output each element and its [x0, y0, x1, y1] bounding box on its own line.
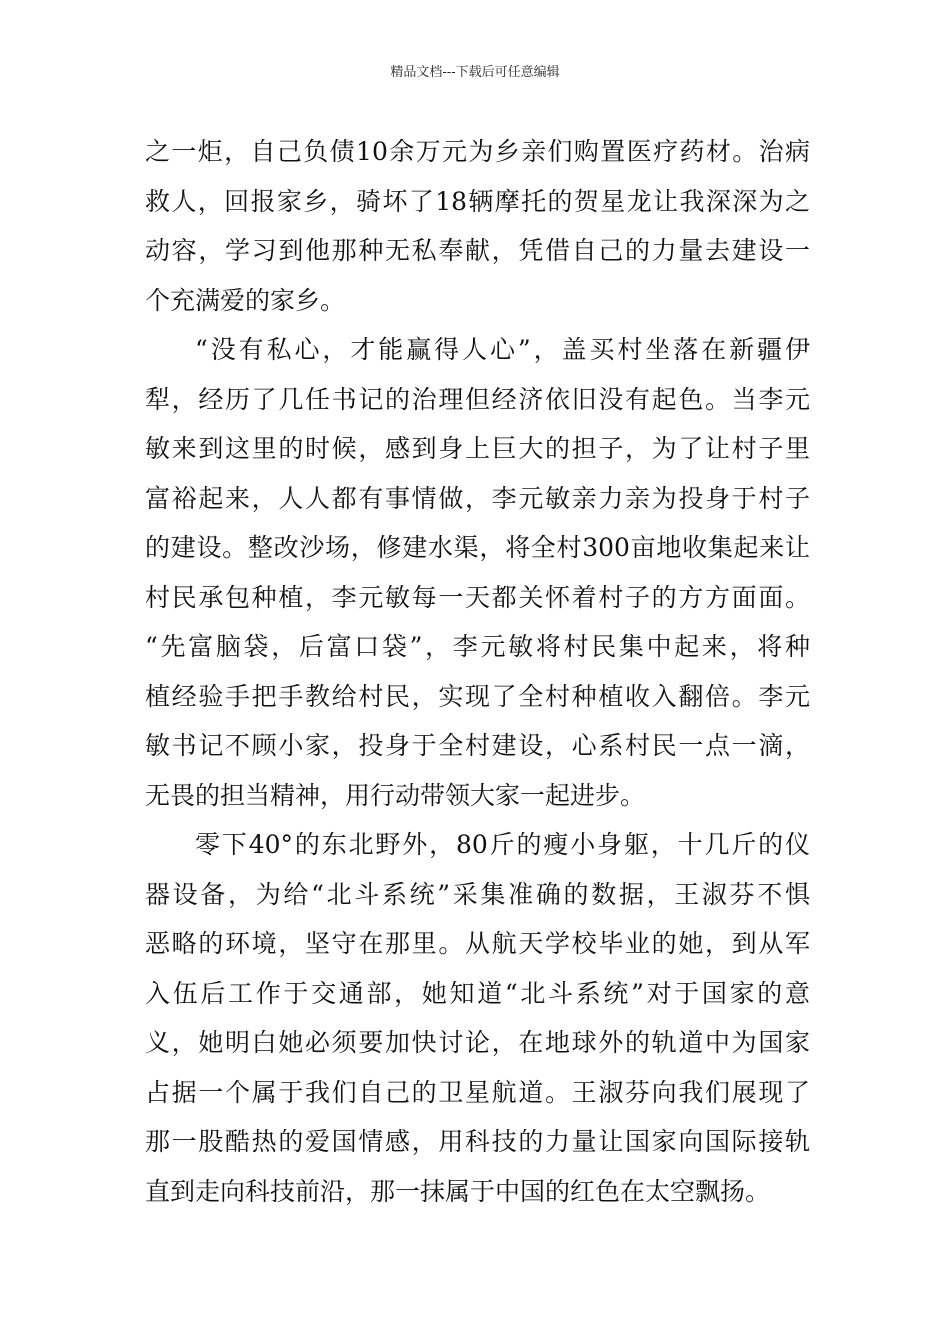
page-header: 精品文档---下载后可任意编辑	[390, 65, 560, 80]
text-line: 犁，经历了几任书记的治理但经济依旧没有起色。当李元	[145, 384, 810, 414]
text-line: 村民承包种植，李元敏每一天都关怀着村子的方方面面。	[145, 582, 810, 612]
text-line: 之一炬，自己负债10余万元为乡亲们购置医疗药材。治病	[145, 137, 810, 166]
text-line: 义，她明白她必须要加快讨论，在地球外的轨道中为国家	[145, 1028, 810, 1057]
text-line: “先富脑袋，后富口袋”，李元敏将村民集中起来，将种	[145, 632, 810, 661]
text-line: 入伍后工作于交通部，她知道“北斗系统”对于国家的意	[145, 978, 810, 1008]
text-line: 恶略的环境，坚守在那里。从航天学校毕业的她，到从军	[145, 929, 810, 958]
text-line: 器设备，为给“北斗系统”采集准确的数据，王淑芬不惧	[145, 879, 810, 909]
text-line: 救人，回报家乡，骑坏了18辆摩托的贺星龙让我深深为之	[145, 186, 810, 216]
text-line: 的建设。整改沙场，修建水渠，将全村300亩地收集起来让	[145, 533, 810, 562]
text-line: 植经验手把手教给村民，实现了全村种植收入翻倍。李元	[145, 681, 810, 711]
text-line: 动容，学习到他那种无私奉献，凭借自己的力量去建设一	[145, 236, 810, 265]
text-line: 个充满爱的家乡。	[145, 285, 346, 315]
text-line: 富裕起来，人人都有事情做，李元敏亲力亲为投身于村子	[145, 483, 810, 513]
text-line: 占据一个属于我们自己的卫星航道。王淑芬向我们展现了	[145, 1077, 810, 1107]
text-line: 敏书记不顾小家，投身于全村建设，心系村民一点一滴，	[145, 731, 810, 760]
text-line: 直到走向科技前沿，那一抹属于中国的红色在太空飘扬。	[145, 1176, 771, 1206]
text-line: 那一股酷热的爱国情感，用科技的力量让国家向国际接轨	[145, 1127, 810, 1156]
text-line: 敏来到这里的时候，感到身上巨大的担子，为了让村子里	[145, 434, 810, 463]
text-line: 无畏的担当精神，用行动带领大家一起进步。	[145, 780, 646, 810]
text-line: 零下40°的东北野外，80斤的瘦小身躯，十几斤的仪	[195, 830, 810, 859]
text-line: “没有私心，才能赢得人心”，盖买村坐落在新疆伊	[195, 335, 810, 364]
document-body	[145, 127, 810, 1216]
